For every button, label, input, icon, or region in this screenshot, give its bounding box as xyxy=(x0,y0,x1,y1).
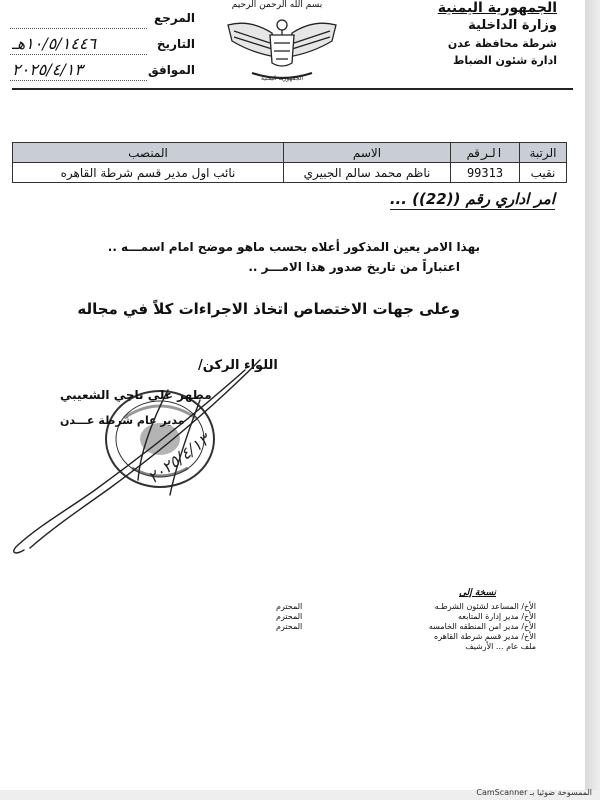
corresponding-row xyxy=(10,60,195,86)
signatory-title: مدير عام شرطة عـــدن xyxy=(60,414,185,427)
corresponding-line xyxy=(10,80,147,81)
header-divider xyxy=(12,88,573,90)
reference-row xyxy=(10,8,195,34)
list-item xyxy=(276,642,536,652)
date-line xyxy=(10,54,147,55)
handwritten-signature-icon xyxy=(0,330,300,560)
table-header-row xyxy=(13,143,567,163)
basmala: بسم الله الرحمن الرحيم xyxy=(231,0,323,10)
corresponding-value: ٢٠٢٥/٤/١٣ xyxy=(12,60,83,79)
issuer-block xyxy=(372,0,557,70)
cell-position: نائب اول مدير قسم شرطة القاهره xyxy=(13,163,284,183)
copies-heading: نسخة إلى xyxy=(458,588,496,598)
copy-recipient: الأخ/ مدير امن المنطقه الخامسه xyxy=(428,622,536,631)
list-item xyxy=(276,622,536,632)
copy-recipient: الأخ/ مدير إدارة المتابعه xyxy=(458,612,536,621)
order-directive: وعلى جهات الاختصاص اتخاذ الاجراءات كلاً في مجاله xyxy=(77,300,460,318)
list-item xyxy=(276,632,536,642)
signatory-rank: اللواء الركن/ xyxy=(198,358,278,373)
department-name: ادارة شئون الضباط xyxy=(452,54,557,67)
reference-block xyxy=(10,8,195,86)
copy-honorific: المحترم xyxy=(276,602,303,611)
date-value: ١٠/٥/١٤٤٦هـ xyxy=(12,34,97,53)
col-name: الاسم xyxy=(284,143,451,163)
scanner-watermark: الممسوحة ضوئيا بـ CamScanner xyxy=(476,788,592,797)
reference-label: المرجع xyxy=(154,11,195,25)
list-item xyxy=(276,612,536,622)
cell-name: ناظم محمد سالم الجبيري xyxy=(284,163,451,183)
col-number: الرقم xyxy=(451,143,520,163)
copy-recipient: الأخ/ المساعد لشئون الشرطـه xyxy=(434,602,536,611)
reference-line xyxy=(10,28,147,29)
list-item xyxy=(276,602,536,612)
ministry-name: وزارة الداخلية xyxy=(468,18,557,33)
cell-rank: نقيب xyxy=(520,163,567,183)
col-position: المنصب xyxy=(13,143,284,163)
eagle-emblem-icon xyxy=(222,13,342,85)
cell-number: 99313 xyxy=(451,163,520,183)
police-name: شرطة محافظة عدن xyxy=(447,37,557,50)
date-label: التاريخ xyxy=(156,37,195,51)
copy-honorific: المحترم xyxy=(276,622,303,631)
date-row xyxy=(10,34,195,60)
emblem-caption: الجمهورية اليمنية xyxy=(260,75,304,82)
handwritten-date: ٢٠٢٥/٤/١٣ xyxy=(144,430,213,488)
table-row xyxy=(13,163,567,183)
copy-recipient: الأخ/ مدير قسم شرطة القاهره xyxy=(434,632,536,641)
corresponding-label: الموافق xyxy=(148,63,195,77)
order-paragraph-1: بهذا الامر يعين المذكور أعلاه بحسب ماهو موضح امام اسمـــه .. xyxy=(107,240,480,254)
copy-recipient: ملف عام ... الأرشيف xyxy=(465,642,536,651)
order-title: امر اداري رقم ((22)) ... xyxy=(389,190,555,208)
copy-honorific: المحترم xyxy=(276,612,303,621)
republic-name: الجمهورية اليمنية xyxy=(437,0,557,16)
signatory-name: مطهر علي ناجي الشعيبي xyxy=(60,388,212,402)
col-rank: الرتبة xyxy=(520,143,567,163)
copies-list xyxy=(276,602,536,652)
page-edge-shadow xyxy=(585,0,600,800)
order-paragraph-2: اعتباراً من تاريخ صدور هذا الامـــر .. xyxy=(248,260,460,274)
officer-table xyxy=(12,142,567,183)
